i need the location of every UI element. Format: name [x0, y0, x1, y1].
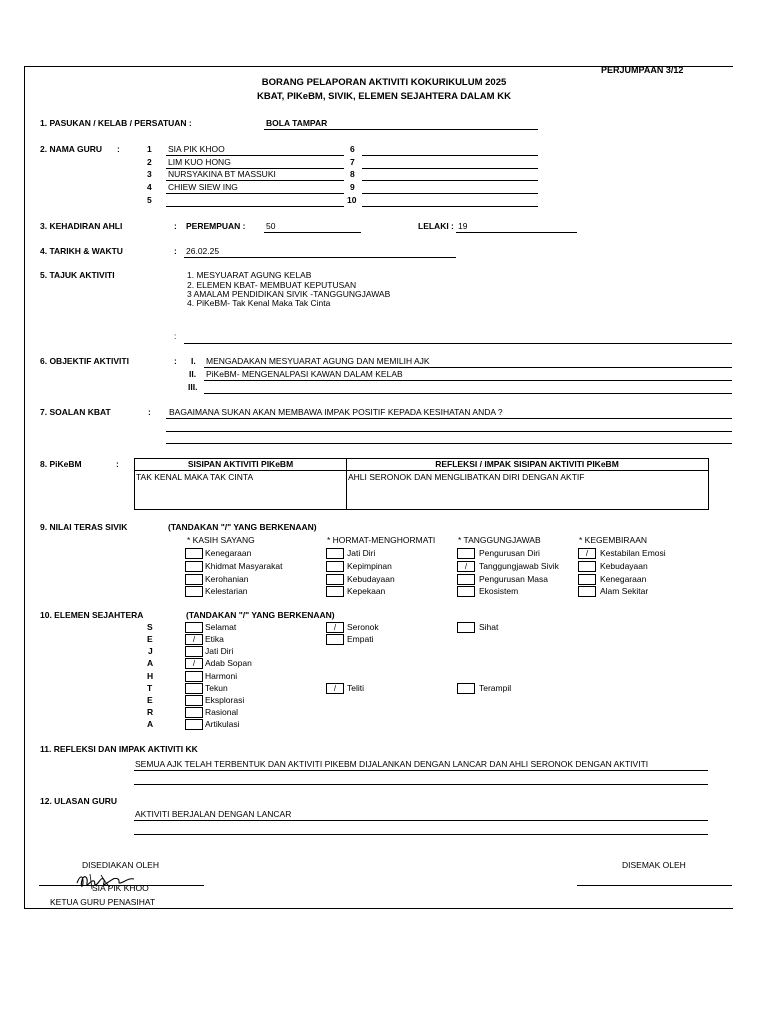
teacher-name: NURSYAKINA BT MASSUKI: [168, 169, 276, 179]
prepared-by-label: DISEDIAKAN OLEH: [82, 860, 159, 870]
sejahtera-element-label: Artikulasi: [205, 719, 240, 729]
sejahtera-checkbox[interactable]: [326, 634, 344, 645]
civic-checkbox[interactable]: [578, 561, 596, 572]
civic-checkbox[interactable]: [578, 586, 596, 597]
objective-number: III.: [188, 382, 198, 392]
kbat-question: BAGAIMANA SUKAN AKAN MEMBAWA IMPAK POSITIF KEPADA KESIHATAN ANDA ?: [169, 407, 503, 417]
civic-checkbox[interactable]: [185, 574, 203, 585]
civic-value-label: Kelestarian: [205, 586, 248, 596]
teacher-number: 2: [147, 157, 152, 167]
civic-value-label: Pengurusan Diri: [479, 548, 540, 558]
sejahtera-checkbox[interactable]: [185, 695, 203, 706]
civic-value-label: Kenegaraan: [600, 574, 647, 584]
civic-value-label: Kestabilan Emosi: [600, 548, 666, 558]
civic-group-title: * KASIH SAYANG: [187, 535, 255, 545]
sejahtera-checkbox[interactable]: [185, 707, 203, 718]
teacher-number: 1: [147, 144, 152, 154]
sejahtera-checkbox[interactable]: /: [326, 622, 344, 633]
activity-title-line: 4. PiKeBM- Tak Kenal Maka Tak Cinta: [187, 298, 331, 308]
sejahtera-checkbox[interactable]: /: [185, 634, 203, 645]
civic-value-label: Alam Sekitar: [600, 586, 649, 596]
sejahtera-element-label: Sihat: [479, 622, 499, 632]
civic-value-label: Kepekaan: [347, 586, 386, 596]
section5-colon: :: [174, 331, 177, 341]
civic-checkbox[interactable]: [326, 548, 344, 559]
teacher-number: 8: [350, 169, 355, 179]
civic-checkbox[interactable]: [185, 548, 203, 559]
activity-title-underline: [184, 343, 732, 344]
section2-label: 2. NAMA GURU: [40, 144, 103, 154]
civic-value-label: Kerohanian: [205, 574, 249, 584]
left-border: [24, 66, 25, 909]
male-label: LELAKI :: [418, 221, 454, 231]
civic-checkbox[interactable]: /: [578, 548, 596, 559]
sejahtera-letter: A: [147, 658, 154, 668]
form-subtitle: KBAT, PIKeBM, SIVIK, ELEMEN SEJAHTERA DALAM KK: [257, 91, 511, 102]
sejahtera-checkbox[interactable]: [185, 622, 203, 633]
teacher-name: CHIEW SIEW ING: [168, 182, 238, 192]
teacher-name: SIA PIK KHOO: [168, 144, 225, 154]
pikebm-column-divider: [346, 459, 347, 509]
sejahtera-element-label: Etika: [205, 634, 224, 644]
objective-line: [204, 380, 732, 381]
teacher-name: LIM KUO HONG: [168, 157, 231, 167]
teacher-line: [166, 206, 344, 207]
sejahtera-checkbox[interactable]: [185, 671, 203, 682]
teacher-number: 6: [350, 144, 355, 154]
civic-value-label: Pengurusan Masa: [479, 574, 548, 584]
objective-line: [204, 367, 732, 368]
pikebm-reflection-value: AHLI SERONOK DAN MENGLIBATKAN DIRI DENGAN AKTIF: [348, 472, 585, 482]
teacher-number: 5: [147, 195, 152, 205]
signer-role: KETUA GURU PENASIHAT: [50, 897, 156, 907]
sejahtera-element-label: Terampil: [479, 683, 512, 693]
reflection-value: SEMUA AJK TELAH TERBENTUK DAN AKTIVITI PIKEBM DIJALANKAN DENGAN LANCAR DAN AHLI SERONOK DENGAN AKTIVITI: [135, 759, 649, 769]
teacher-number: 4: [147, 182, 152, 192]
section10-label: 10. ELEMEN SEJAHTERA: [40, 610, 144, 620]
sejahtera-checkbox[interactable]: [457, 622, 475, 633]
club-name-line: [264, 129, 538, 130]
sejahtera-element-label: Empati: [347, 634, 374, 644]
sejahtera-letter: E: [147, 634, 153, 644]
section4-label: 4. TARIKH & WAKTU: [40, 246, 123, 256]
civic-checkbox[interactable]: [326, 574, 344, 585]
civic-value-label: Tanggungjawab Sivik: [479, 561, 559, 571]
sejahtera-checkbox[interactable]: [185, 646, 203, 657]
sejahtera-element-label: Seronok: [347, 622, 379, 632]
civic-value-label: Jati Diri: [347, 548, 376, 558]
sejahtera-element-label: Adab Sopan: [205, 658, 252, 668]
sejahtera-element-label: Eksplorasi: [205, 695, 245, 705]
sejahtera-letter: S: [147, 622, 153, 632]
sejahtera-element-label: Teliti: [347, 683, 365, 693]
sejahtera-element-label: Rasional: [205, 707, 239, 717]
civic-checkbox[interactable]: [326, 561, 344, 572]
kbat-line: [166, 418, 732, 419]
bottom-border: [24, 908, 733, 909]
sejahtera-checkbox[interactable]: [185, 683, 203, 694]
teacher-line: [362, 155, 538, 156]
section12-label: 12. ULASAN GURU: [40, 796, 117, 806]
sejahtera-checkbox[interactable]: /: [326, 683, 344, 694]
section11-label: 11. REFLEKSI DAN IMPAK AKTIVITI KK: [40, 744, 198, 754]
section9-label: 9. NILAI TERAS SIVIK: [40, 522, 128, 532]
civic-checkbox[interactable]: [457, 548, 475, 559]
sejahtera-letter: A: [147, 719, 154, 729]
sejahtera-letter: T: [147, 683, 153, 693]
objective-number: I.: [191, 356, 196, 366]
reflection-line: [134, 770, 708, 771]
teacher-line: [362, 180, 538, 181]
sejahtera-letter: R: [147, 707, 154, 717]
sejahtera-checkbox[interactable]: [457, 683, 475, 694]
female-count: 50: [266, 221, 276, 231]
section8-label: 8. PiKeBM: [40, 459, 82, 469]
male-line: [456, 232, 577, 233]
section7-colon: :: [148, 407, 151, 417]
civic-checkbox[interactable]: /: [457, 561, 475, 572]
sejahtera-element-label: Jati Diri: [205, 646, 234, 656]
objective-line: [204, 393, 732, 394]
sejahtera-checkbox[interactable]: /: [185, 658, 203, 669]
section9-instruction: (TANDAKAN "/" YANG BERKENAAN): [168, 522, 317, 532]
objective-number: II.: [189, 369, 197, 379]
section8-colon: :: [116, 459, 119, 469]
sejahtera-letter: J: [148, 646, 153, 656]
civic-checkbox[interactable]: [578, 574, 596, 585]
objective-text: PiKeBM- MENGENALPASI KAWAN DALAM KELAB: [206, 369, 403, 379]
club-name-value: BOLA TAMPAR: [266, 118, 328, 128]
pikebm-table: [134, 458, 709, 510]
signature-line-left: [39, 885, 204, 886]
sejahtera-letter: E: [147, 695, 153, 705]
meeting-number: PERJUMPAAN 3/12: [601, 65, 684, 75]
teacher-line: [166, 155, 344, 156]
sejahtera-element-label: Harmoni: [205, 671, 238, 681]
checked-by-label: DISEMAK OLEH: [622, 860, 686, 870]
date-value: 26.02.25: [186, 246, 220, 256]
civic-group-title: * KEGEMBIRAAN: [579, 535, 648, 545]
teacher-line: [166, 193, 344, 194]
section6-colon: :: [174, 356, 177, 366]
section3-label: 3. KEHADIRAN AHLI: [40, 221, 123, 231]
sejahtera-checkbox[interactable]: [185, 719, 203, 730]
teacher-comment-value: AKTIVITI BERJALAN DENGAN LANCAR: [135, 809, 292, 819]
civic-value-label: Kebudayaan: [347, 574, 395, 584]
pikebm-col1-header: SISIPAN AKTIVITI PIKeBM: [135, 459, 346, 471]
teacher-line: [362, 168, 538, 169]
female-label: PEREMPUAN :: [186, 221, 246, 231]
section3-colon: :: [174, 221, 177, 231]
activity-title-line: 2. ELEMEN KBAT- MEMBUAT KEPUTUSAN: [187, 280, 357, 290]
teacher-number: 9: [350, 182, 355, 192]
civic-value-label: Ekosistem: [479, 586, 519, 596]
teacher-line: [362, 206, 538, 207]
teacher-number: 3: [147, 169, 152, 179]
civic-checkbox[interactable]: [457, 574, 475, 585]
civic-checkbox[interactable]: [185, 561, 203, 572]
civic-value-label: Khidmat Masyarakat: [205, 561, 283, 571]
civic-group-title: * TANGGUNGJAWAB: [458, 535, 541, 545]
kbat-line: [166, 431, 732, 432]
section4-colon: :: [174, 246, 177, 256]
civic-value-label: Kebudayaan: [600, 561, 648, 571]
section7-label: 7. SOALAN KBAT: [40, 407, 111, 417]
section2-colon: :: [117, 144, 120, 154]
civic-checkbox[interactable]: [185, 586, 203, 597]
activity-title-line: 1. MESYUARAT AGUNG KELAB: [187, 270, 312, 280]
civic-value-label: Kepimpinan: [347, 561, 392, 571]
activity-title-line: 3 AMALAM PENDIDIKAN SIVIK -TANGGUNGJAWAB: [187, 289, 391, 299]
signature-line-right: [577, 885, 732, 886]
sejahtera-element-label: Selamat: [205, 622, 237, 632]
teacher-line: [362, 193, 538, 194]
female-line: [264, 232, 361, 233]
civic-group-title: * HORMAT-MENGHORMATI: [327, 535, 436, 545]
section10-instruction: (TANDAKAN "/" YANG BERKENAAN): [186, 610, 335, 620]
section5-label: 5. TAJUK AKTIVITI: [40, 270, 115, 280]
section1-label: 1. PASUKAN / KELAB / PERSATUAN :: [40, 118, 192, 128]
objective-text: MENGADAKAN MESYUARAT AGUNG DAN MEMILIH AJK: [206, 356, 430, 366]
civic-checkbox[interactable]: [326, 586, 344, 597]
civic-value-label: Kenegaraan: [205, 548, 252, 558]
male-count: 19: [458, 221, 468, 231]
form-title: BORANG PELAPORAN AKTIVITI KOKURIKULUM 2025: [261, 77, 507, 88]
pikebm-activity-value: TAK KENAL MAKA TAK CINTA: [136, 472, 254, 482]
kbat-line: [166, 443, 732, 444]
teacher-line: [166, 180, 344, 181]
section6-label: 6. OBJEKTIF AKTIVITI: [40, 356, 129, 366]
teacher-number: 7: [350, 157, 355, 167]
sejahtera-element-label: Tekun: [205, 683, 228, 693]
comment-line: [134, 820, 708, 821]
teacher-number: 10: [347, 195, 357, 205]
date-line: [184, 257, 456, 258]
pikebm-col2-header: REFLEKSI / IMPAK SISIPAN AKTIVITI PIKeBM: [346, 459, 708, 471]
reflection-line: [134, 784, 708, 785]
comment-line: [134, 834, 708, 835]
civic-checkbox[interactable]: [457, 586, 475, 597]
signer-name: SIA PIK KHOO: [92, 883, 149, 893]
sejahtera-letter: H: [147, 671, 154, 681]
